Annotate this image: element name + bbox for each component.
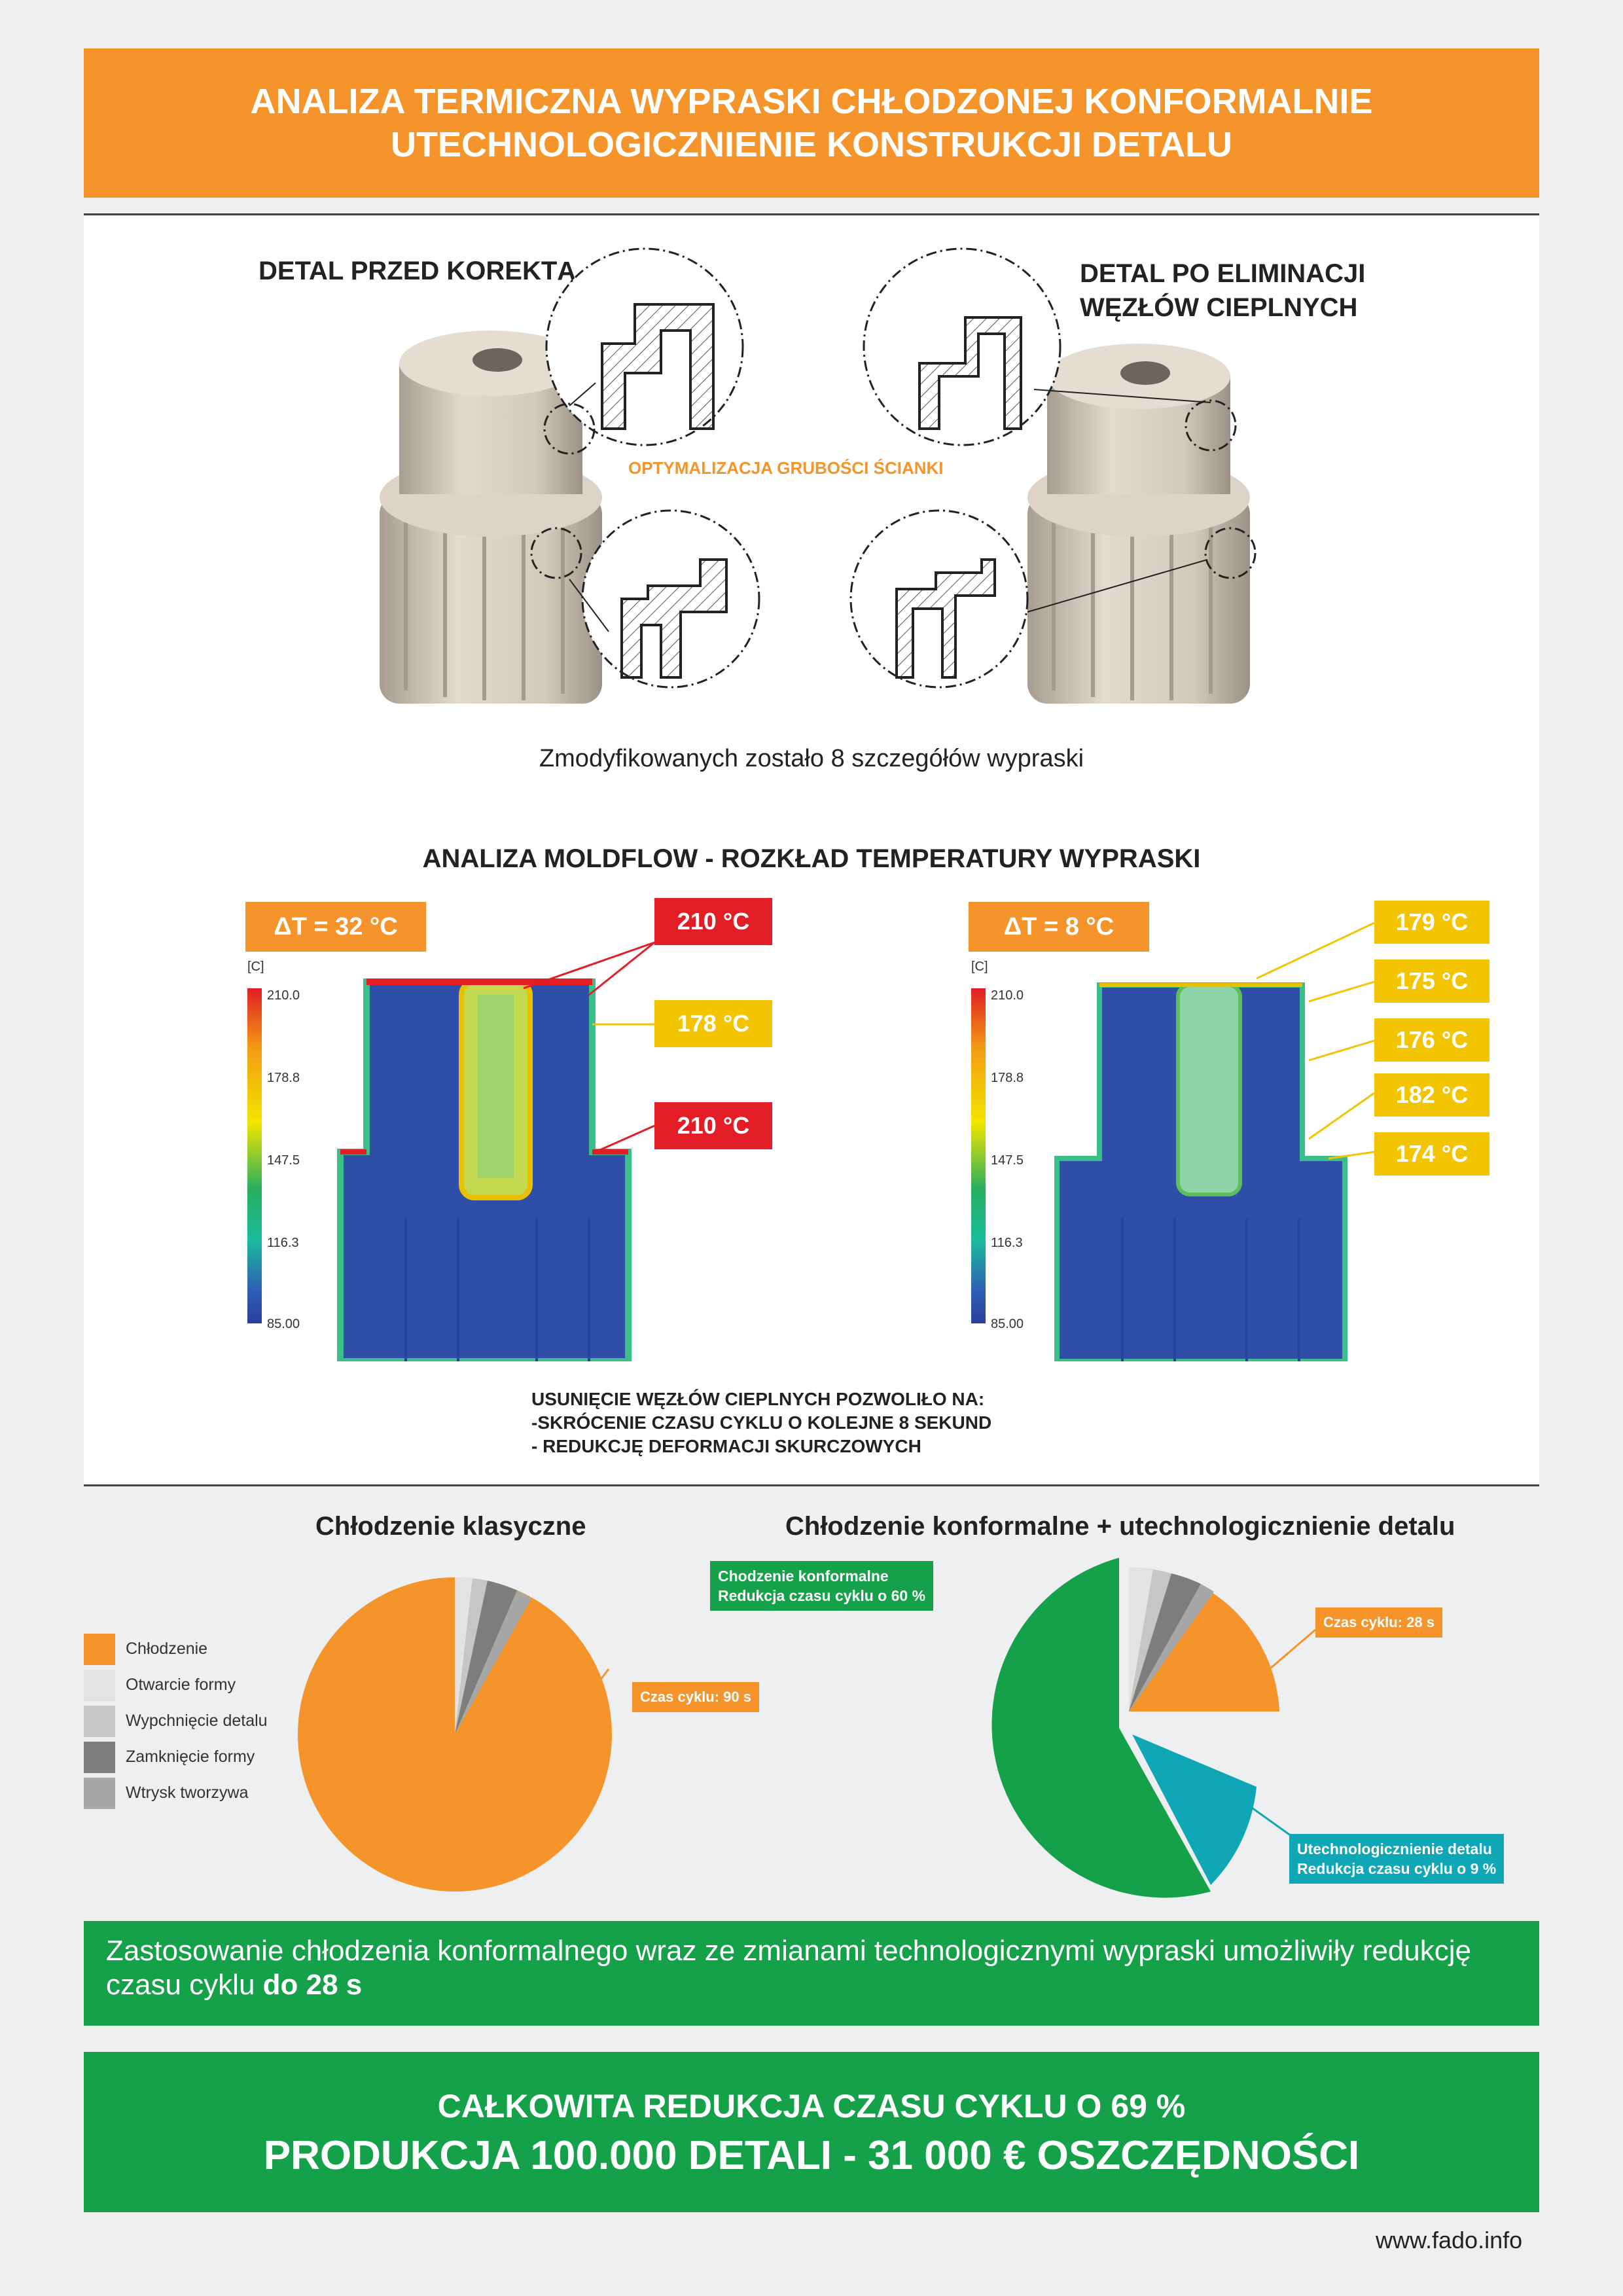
final-line1: CAŁKOWITA REDUKCJA CZASU CYKLU O 69 % — [437, 2087, 1186, 2125]
right-tag-0: 179 °C — [1374, 901, 1489, 944]
left-tag-210-bottom: 210 °C — [654, 1102, 772, 1149]
header-title-line1: ANALIZA TERMICZNA WYPRASKI CHŁODZONEJ KONFORMALNIE — [250, 82, 1373, 121]
divider-bottom — [84, 1484, 1539, 1486]
pie-right-leaders — [1243, 1617, 1322, 1878]
right-leader-lines — [1243, 916, 1381, 1178]
divider-top — [84, 213, 1539, 215]
moldflow-notes — [531, 1388, 991, 1458]
moldflow-title: ANALIZA MOLDFLOW - ROZKŁAD TEMPERATURY WYPRASKI — [422, 844, 1201, 873]
tick-left-3: 116.3 — [267, 1236, 299, 1250]
before-label: DETAL PRZED KOREKTĄ — [259, 257, 577, 285]
page-header — [84, 48, 1539, 198]
after-label: DETAL PO ELIMINACJI WĘZŁÓW CIEPLNYCH — [1080, 259, 1366, 322]
delta-right: ΔT = 8 °C — [969, 902, 1149, 952]
footer-url[interactable]: www.fado.info — [1376, 2227, 1523, 2253]
tick-right-2: 147.5 — [991, 1153, 1024, 1168]
green-callout: Chodzenie konformalne Redukcja czasu cyklu o 60 % — [710, 1561, 933, 1611]
pie-left-title: Chłodzenie klasyczne — [315, 1512, 586, 1541]
note-1: USUNIĘCIE WĘZŁÓW CIEPLNYCH POZWOLIŁO NA: — [531, 1389, 985, 1409]
pie-right-title: Chłodzenie konformalne + utechnologicznienie detalu — [785, 1512, 1455, 1541]
tick-right-1: 178.8 — [991, 1071, 1024, 1085]
legend-item: Chłodzenie — [84, 1631, 268, 1667]
right-tag-2: 176 °C — [1374, 1018, 1489, 1062]
right-tag-4: 174 °C — [1374, 1132, 1489, 1175]
summary-band — [84, 1921, 1539, 2026]
parts-illustration — [308, 232, 1322, 743]
left-tag-178: 178 °C — [654, 1000, 772, 1047]
tick-left-1: 178.8 — [267, 1071, 300, 1085]
left-tag-210-top: 210 °C — [654, 898, 772, 945]
summary-bold: do 28 s — [262, 1969, 363, 2001]
colorbar-left — [247, 988, 262, 1323]
delta-left: ΔT = 32 °C — [245, 902, 426, 952]
final-band — [84, 2052, 1539, 2212]
optimization-label: OPTYMALIZACJA GRUBOŚCI ŚCIANKI — [628, 458, 944, 478]
header-title-line2: UTECHNOLOGICZNIENIE KONSTRUKCJI DETALU — [390, 125, 1232, 164]
tick-left-2: 147.5 — [267, 1153, 300, 1168]
tick-right-0: 210.0 — [991, 988, 1024, 1003]
colorbar-right — [971, 988, 986, 1323]
parts-caption: Zmodyfikowanych zostało 8 szczegółów wypraski — [539, 745, 1084, 772]
pie-chart-classic — [294, 1571, 622, 1898]
legend-item: Zamknięcie formy — [84, 1739, 268, 1775]
tick-right-3: 116.3 — [991, 1236, 1023, 1250]
unit-left: [C] — [247, 960, 264, 974]
tick-right-4: 85.00 — [991, 1317, 1024, 1331]
tick-left-4: 85.00 — [267, 1317, 300, 1331]
pie-right-callout: Czas cyklu: 28 s — [1315, 1607, 1442, 1638]
left-leader-lines — [510, 916, 661, 1178]
note-3: - REDUKCJĘ DEFORMACJI SKURCZOWYCH — [531, 1436, 921, 1456]
right-tag-3: 182 °C — [1374, 1073, 1489, 1117]
unit-right: [C] — [971, 960, 988, 974]
tick-left-0: 210.0 — [267, 988, 300, 1003]
legend-item: Wtrysk tworzywa — [84, 1775, 268, 1811]
pie-chart-conformal — [942, 1558, 1296, 1898]
final-line2: PRODUKCJA 100.000 DETALI - 31 000 € OSZCZĘDNOŚCI — [263, 2132, 1360, 2178]
pie-legend — [84, 1631, 268, 1811]
summary-text: Zastosowanie chłodzenia konformalnego wraz ze zmianami technologicznymi wypraski umożliwiły redukcję czasu cyklu — [106, 1935, 1472, 2001]
legend-item: Otwarcie formy — [84, 1667, 268, 1703]
pie-left-callout: Czas cyklu: 90 s — [632, 1682, 759, 1712]
note-2: -SKRÓCENIE CZASU CYKLU O KOLEJNE 8 SEKUND — [531, 1412, 992, 1433]
teal-callout: Utechnologicznienie detalu Redukcja czasu cyklu o 9 % — [1289, 1834, 1504, 1884]
legend-item: Wypchnięcie detalu — [84, 1703, 268, 1739]
right-tag-1: 175 °C — [1374, 960, 1489, 1003]
